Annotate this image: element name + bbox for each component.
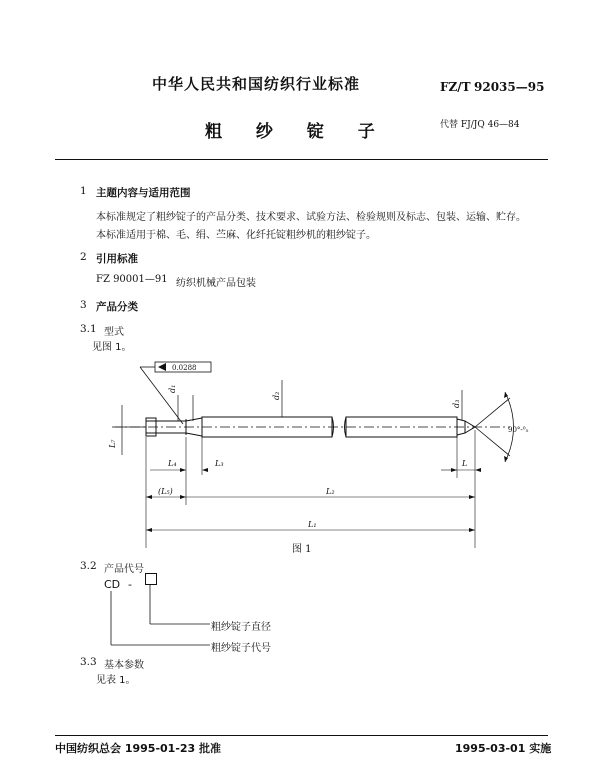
- section-1-number: 1: [80, 185, 87, 197]
- label-code: 粗纱锭子代号: [211, 643, 271, 654]
- label-diameter: 粗纱锭子直径: [211, 622, 271, 633]
- section-3-3-number: 3.3: [80, 656, 97, 668]
- section-1-para-1: 本标准规定了粗纱锭子的产品分类、技术要求、试验方法、检验规则及标志、包装、运输、贮存。: [96, 212, 526, 223]
- implementation-date: 1995-03-01 实施: [455, 742, 552, 755]
- section-3-1-title: 型式: [104, 327, 124, 338]
- section-1-title: 主题内容与适用范围: [96, 187, 191, 199]
- section-3-1-text: 见图 1。: [92, 342, 132, 353]
- section-2-number: 2: [80, 251, 87, 263]
- product-code-dash: -: [128, 578, 132, 591]
- label-L4: L₄: [168, 459, 177, 468]
- standard-category: 中华人民共和国纺织行业标准: [152, 75, 361, 93]
- label-L: L: [462, 459, 468, 468]
- section-3-2-title: 产品代号: [104, 564, 144, 575]
- reference-code: FZ 90001—91: [96, 274, 168, 285]
- section-3-3-title: 基本参数: [104, 660, 144, 671]
- label-d1: d₁: [168, 384, 177, 393]
- standard-number: 92035—95: [474, 80, 545, 94]
- label-L2: L₂: [326, 487, 335, 496]
- footer-divider: [55, 735, 548, 736]
- label-d2: d₂: [272, 391, 281, 400]
- section-3-title: 产品分类: [96, 301, 138, 313]
- reference-title: 纺织机械产品包装: [176, 278, 256, 289]
- document-title: 粗 纱 锭 子: [205, 122, 389, 142]
- label-L3: L₃: [215, 459, 224, 468]
- section-3-2-number: 3.2: [80, 560, 97, 572]
- tolerance-value: 0.0288: [172, 364, 197, 372]
- label-L6: L₇: [108, 439, 117, 448]
- label-L1: L₁: [308, 520, 317, 529]
- figure-caption: 图 1: [292, 544, 312, 555]
- standard-prefix: FZ/T: [440, 80, 471, 94]
- label-L5: (L₅): [158, 487, 173, 496]
- replaces-note: 代替 FJ/JQ 46—84: [440, 120, 520, 130]
- section-3-1-number: 3.1: [80, 323, 97, 335]
- approval-note: 中国纺织总会 1995-01-23 批准: [55, 742, 222, 755]
- section-2-title: 引用标准: [96, 253, 138, 265]
- section-1-para-2: 本标准适用于棉、毛、绢、苎麻、化纤托锭粗纱机的粗纱锭子。: [96, 230, 376, 241]
- product-code-prefix: CD: [104, 578, 121, 591]
- label-angle: 90°-⁰₅: [508, 426, 529, 434]
- section-3-3-text: 见表 1。: [96, 675, 136, 686]
- section-3-number: 3: [80, 299, 87, 311]
- label-d3: d₃: [452, 399, 461, 408]
